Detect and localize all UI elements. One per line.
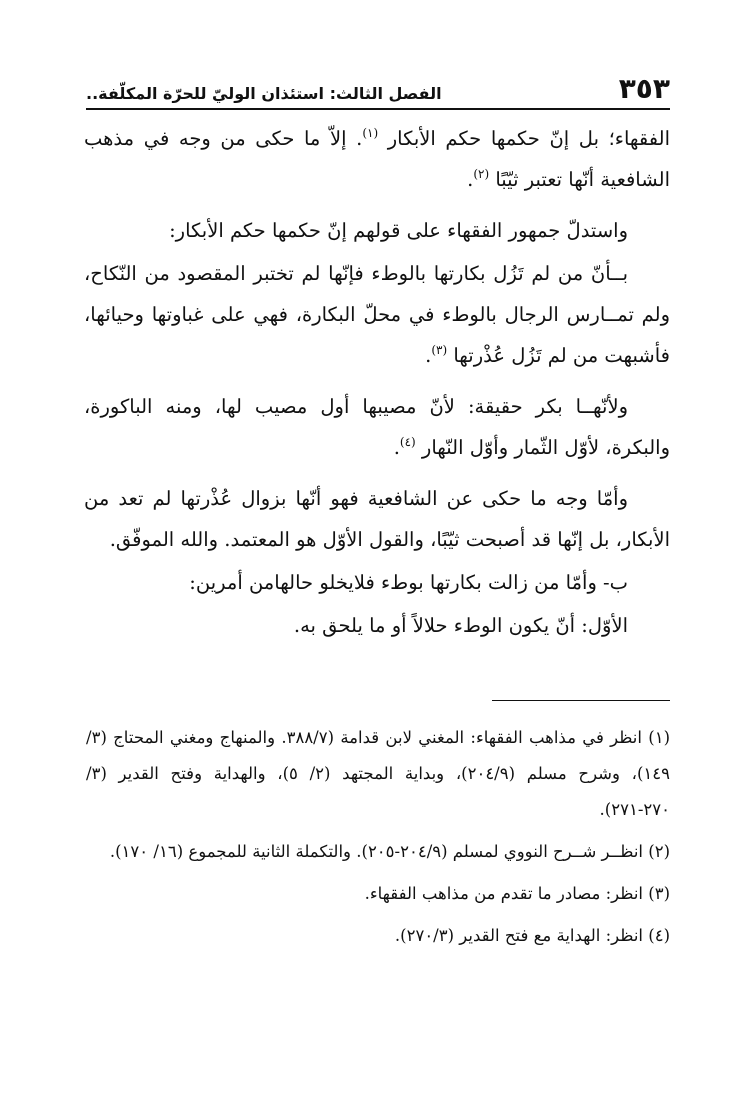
- footnote-2: (٢) انظــر شــرح النووي لمسلم (٢٠٤/٩-٢٠٥). والتكملة الثانية للمجموع (١٦/ ١٧٠).: [109, 842, 670, 861]
- paragraph-4: [84, 386, 670, 468]
- paragraph-3-end: .: [425, 344, 432, 367]
- paragraph-4-end: .: [393, 436, 400, 459]
- paragraph-1-end: .: [467, 168, 474, 191]
- paragraph-5: وأمّا وجه ما حكى عن الشافعية فهو أنّها بزوال عُذْرتها لم تعد من الأبكار، بل إنّها قد أصبحت ثيّبًا، والقول الأوّل هو المعتمد. والله الموفّق.: [84, 487, 670, 551]
- main-text: [84, 118, 670, 656]
- footnote-ref-4: (٤): [399, 435, 416, 449]
- footnote-ref-1: (١): [362, 126, 379, 140]
- paragraph-3-text: بــأنّ من لم تَزُل بكارتها بالوطء فإنّها لم تختبر المقصود من النّكاح، ولم تمــارس الرجال بالوطء في محلّ البكارة، فهي على غباوتها وحيائها، فأشبهت من لم تَزُل عُذْرتها: [84, 262, 670, 367]
- page-number: ٣٥٣: [618, 72, 670, 105]
- footnotes: [86, 720, 670, 960]
- paragraph-7: الأوّل: أنّ يكون الوطء حلالاً أو ما يلحق به.: [293, 614, 628, 637]
- footnote-4: (٤) انظر: الهداية مع فتح القدير (٢٧٠/٣).: [394, 926, 670, 945]
- footnote-1: (١) انظر في مذاهب الفقهاء: المغني لابن قدامة (٣٨٨/٧. والمنهاج ومغني المحتاج (٣/ ١٤٩)، وشرح مسلم (٢٠٤/٩)، وبداية المجتهد (٢/ ٥)، والهداية وفتح القدير (٣/ ٢٧٠-٢٧١).: [86, 728, 670, 819]
- paragraph-4-text: ولأنّهــا بكر حقيقة: لأنّ مصيبها أول مصيب لها، ومنه الباكورة، والبكرة، لأوّل الثّمار وأوّل النّهار: [84, 395, 670, 459]
- paragraph-1-part-1: الفقهاء؛ بل إنّ حكمها حكم الأبكار: [378, 127, 670, 150]
- paragraph-3: [84, 253, 670, 376]
- footnote-ref-2: (٢): [473, 167, 490, 181]
- running-title: الفصل الثالث: استئذان الوليّ للحرّة المكلّفة..: [86, 84, 442, 103]
- paragraph-2: واستدلّ جمهور الفقهاء على قولهم إنّ حكمها حكم الأبكار:: [169, 219, 628, 242]
- footnote-divider: [492, 700, 670, 701]
- footnote-3: (٣) انظر: مصادر ما تقدم من مذاهب الفقهاء.: [364, 884, 670, 903]
- footnote-ref-3: (٣): [431, 343, 448, 357]
- paragraph-6: ب- وأمّا من زالت بكارتها بوطء فلايخلو حالهامن أمرين:: [189, 571, 628, 594]
- page-header: [86, 68, 670, 110]
- paragraph-1-part-2: . إلاّ ما حكى من وجه في مذهب الشافعية أنّها تعتبر ثيّبًا: [84, 127, 670, 191]
- paragraph-1: [84, 118, 670, 200]
